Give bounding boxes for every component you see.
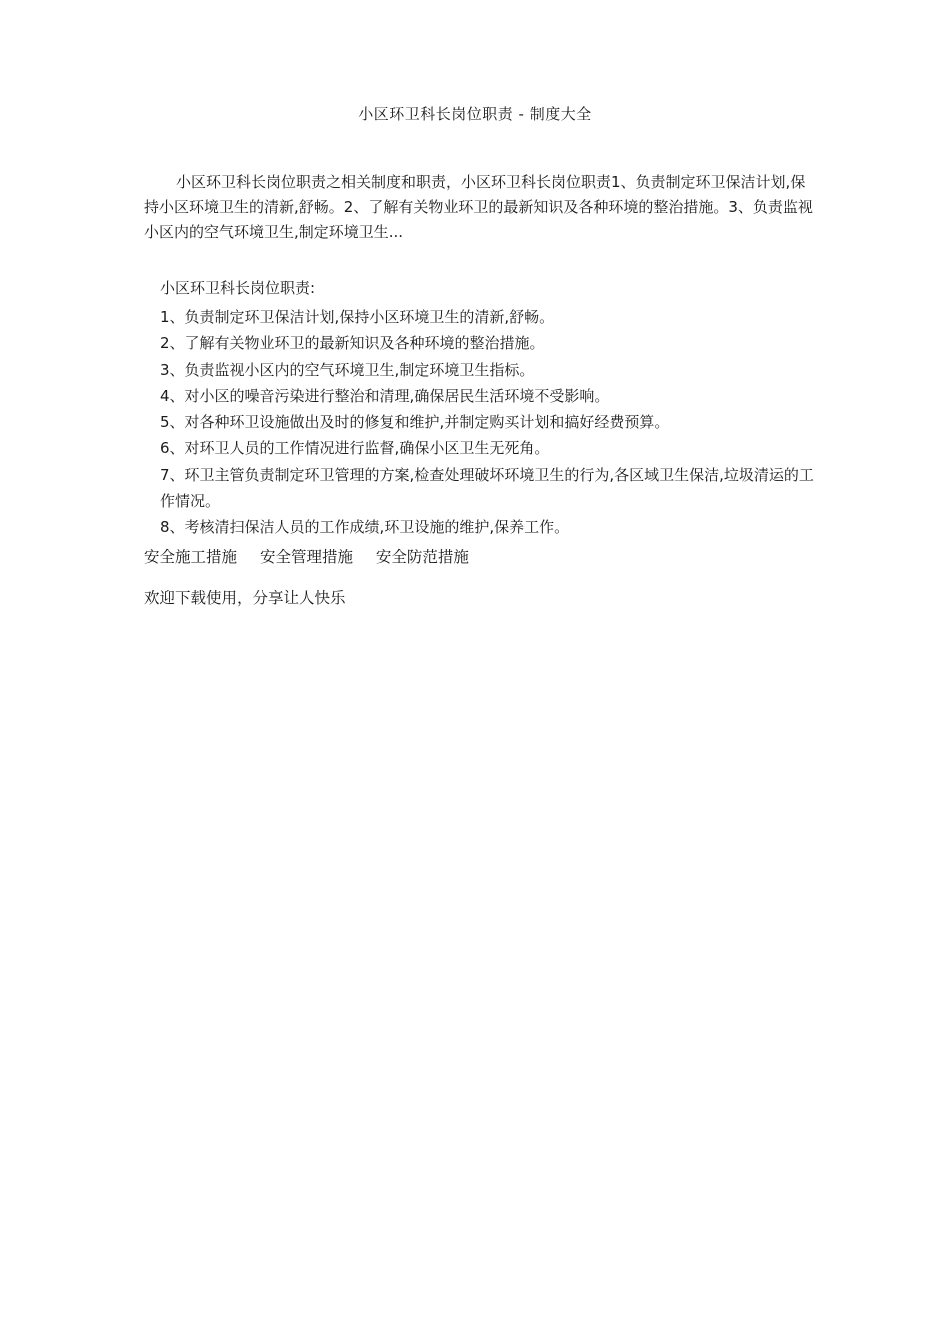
duty-item: 6、对环卫人员的工作情况进行监督,确保小区卫生无死角。 <box>160 439 550 458</box>
related-link-construction-safety[interactable]: 安全施工措施 <box>144 548 238 566</box>
duties-list <box>144 304 816 541</box>
footer-note: 欢迎下载使用，分享让人快乐 <box>144 589 346 607</box>
duty-item: 5、对各种环卫设施做出及时的修复和维护,并制定购买计划和搞好经费预算。 <box>160 413 670 432</box>
duty-item: 7、环卫主管负责制定环卫管理的方案,检查处理破坏环境卫生的行为,各区域卫生保洁,垃圾清运的工作情况。 <box>160 465 814 511</box>
duty-item: 3、负责监视小区内的空气环境卫生,制定环境卫生指标。 <box>160 360 535 379</box>
related-link-prevention-safety[interactable]: 安全防范措施 <box>375 548 469 566</box>
duty-item: 2、了解有关物业环卫的最新知识及各种环境的整治措施。 <box>160 334 545 353</box>
document-title: 小区环卫科长岗位职责 - 制度大全 <box>358 105 592 123</box>
intro-paragraph: 小区环卫科长岗位职责之相关制度和职责，小区环卫科长岗位职责1、负责制定环卫保洁计划,保持小区环境卫生的清新,舒畅。2、了解有关物业环卫的最新知识及各种环境的整治措施。3、负责监视小区内的空气环境卫生,制定环境卫生... <box>144 173 813 241</box>
section-heading: 小区环卫科长岗位职责: <box>160 279 316 297</box>
duty-item: 1、负责制定环卫保洁计划,保持小区环境卫生的清新,舒畅。 <box>160 308 555 326</box>
duty-item: 4、对小区的噪音污染进行整治和清理,确保居民生活环境不受影响。 <box>160 386 610 405</box>
related-link-management-safety[interactable]: 安全管理措施 <box>259 548 353 566</box>
related-links <box>144 546 487 568</box>
duty-item: 8、考核清扫保洁人员的工作成绩,环卫设施的维护,保养工作。 <box>160 518 570 537</box>
